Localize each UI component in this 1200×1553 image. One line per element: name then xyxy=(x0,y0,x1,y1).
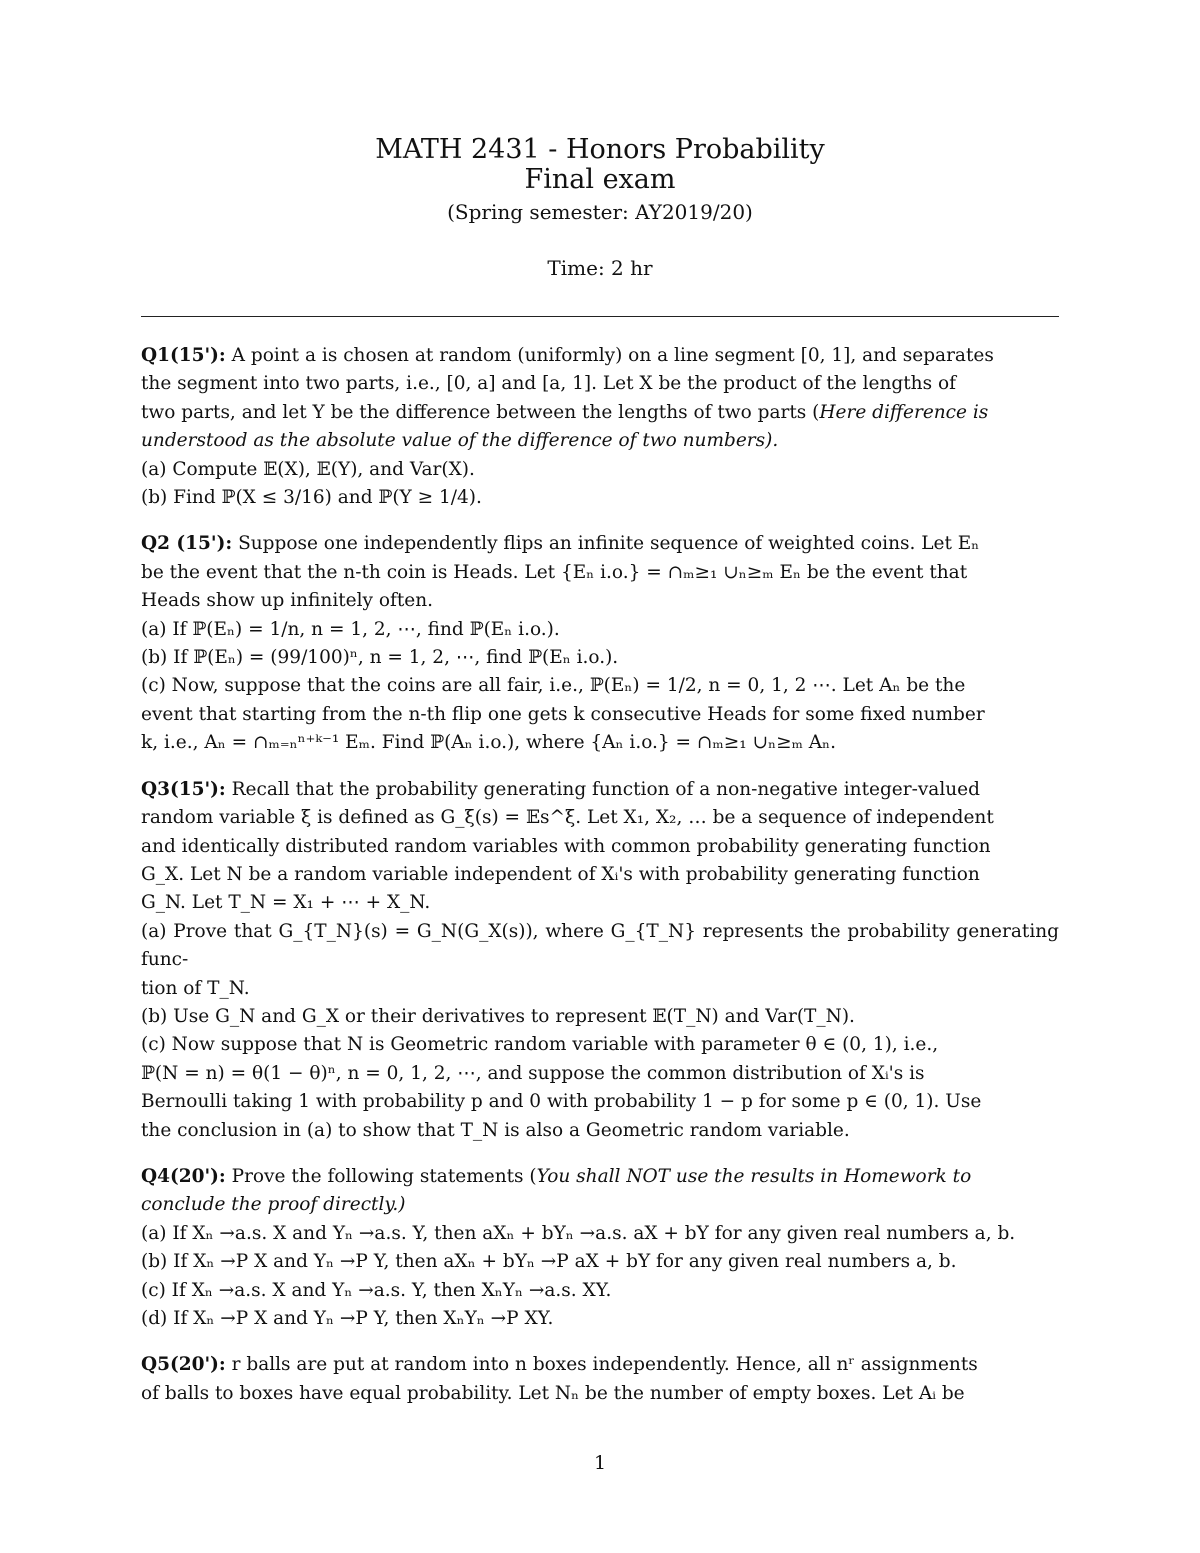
question-5 xyxy=(141,1351,1059,1408)
q2-part-b: (b) If ℙ(Eₙ) = (99/100)ⁿ, n = 1, 2, ⋯, find ℙ(Eₙ i.o.). xyxy=(141,647,619,669)
q3-line-4: G_X. Let N be a random variable independent of Xᵢ's with probability generating function xyxy=(141,863,980,885)
q5-line-1: Q5(20'): r balls are put at random into n boxes independently. Hence, all nʳ assignments xyxy=(141,1354,978,1376)
q3-line-5: G_N. Let T_N = X₁ + ⋯ + X_N. xyxy=(141,892,431,914)
question-3 xyxy=(141,776,1059,1145)
q4-part-a: (a) If Xₙ →a.s. X and Yₙ →a.s. Y, then aXₙ + bYₙ →a.s. aX + bY for any given real numbers a, b. xyxy=(141,1222,1016,1244)
q4-part-c: (c) If Xₙ →a.s. X and Yₙ →a.s. Y, then XₙYₙ →a.s. XY. xyxy=(141,1279,612,1301)
header-divider xyxy=(141,316,1059,317)
semester-line: (Spring semester: AY2019/20) xyxy=(447,200,753,224)
q2-part-c: (c) Now, suppose that the coins are all fair, i.e., ℙ(Eₙ) = 1/2, n = 0, 1, 2 ⋯. Let Aₙ be the xyxy=(141,675,966,697)
q5-label: Q5(20'): xyxy=(141,1354,226,1376)
q2-line-1: Q2 (15'): Suppose one independently flips an infinite sequence of weighted coins. Let Eₙ xyxy=(141,533,980,555)
q3-line-1: Q3(15'): Recall that the probability generating function of a non-negative integer-valued xyxy=(141,778,980,800)
q4-line-1: Q4(20'): Prove the following statements (You shall NOT use the results in Homework to xyxy=(141,1165,972,1187)
question-1 xyxy=(141,342,1059,512)
q2-line-3: Heads show up infinitely often. xyxy=(141,590,434,612)
q3-part-c: (c) Now suppose that N is Geometric random variable with parameter θ ∈ (0, 1), i.e., xyxy=(141,1034,939,1056)
q3-line-12: the conclusion in (a) to show that T_N is also a Geometric random variable. xyxy=(141,1119,850,1141)
q3-line-2: random variable ξ is defined as G_ξ(s) = 𝔼s^ξ. Let X₁, X₂, … be a sequence of independent xyxy=(141,807,994,829)
page-number: 1 xyxy=(593,1452,607,1474)
exam-subtitle: Final exam xyxy=(524,164,676,195)
q3-line-10: ℙ(N = n) = θ(1 − θ)ⁿ, n = 0, 1, 2, ⋯, and suppose the common distribution of Xᵢ's is xyxy=(141,1062,925,1084)
q4-label: Q4(20'): xyxy=(141,1165,226,1187)
q3-part-a: (a) Prove that G_{T_N}(s) = G_N(G_X(s)), where G_{T_N} represents the probability generating func- xyxy=(141,920,1059,971)
q1-label: Q1(15'): xyxy=(141,345,226,366)
q5-line-2: of balls to boxes have equal probability. Let Nₙ be the number of empty boxes. Let Aᵢ be xyxy=(141,1382,965,1404)
exam-title: MATH 2431 - Honors Probability xyxy=(375,134,825,165)
q3-line-7: tion of T_N. xyxy=(141,977,250,999)
q1-line-3: two parts, and let Y be the difference between the lengths of two parts (Here difference is xyxy=(141,401,989,423)
q4-line-2: conclude the proof directly.) xyxy=(141,1194,406,1216)
exam-body xyxy=(141,342,1059,1426)
q3-part-b: (b) Use G_N and G_X or their derivatives to represent 𝔼(T_N) and Var(T_N). xyxy=(141,1005,855,1027)
q1-part-b: (b) Find ℙ(X ≤ 3/16) and ℙ(Y ≥ 1/4). xyxy=(141,487,482,509)
q4-part-b: (b) If Xₙ →P X and Yₙ →P Y, then aXₙ + bYₙ →P aX + bY for any given real numbers a, b. xyxy=(141,1251,957,1273)
time-limit: Time: 2 hr xyxy=(547,256,653,280)
question-2 xyxy=(141,530,1059,757)
q2-label: Q2 (15'): xyxy=(141,533,233,555)
q1-line-2: the segment into two parts, i.e., [0, a] and [a, 1]. Let X be the product of the lengths of xyxy=(141,373,956,395)
q3-label: Q3(15'): xyxy=(141,778,226,800)
q3-line-3: and identically distributed random variables with common probability generating function xyxy=(141,835,991,857)
question-4 xyxy=(141,1163,1059,1333)
q2-part-a: (a) If ℙ(Eₙ) = 1/n, n = 1, 2, ⋯, find ℙ(Eₙ i.o.). xyxy=(141,618,560,640)
q1-line-1: Q1(15'): A point a is chosen at random (uniformly) on a line segment [0, 1], and separates xyxy=(141,345,994,366)
q2-line-7: event that starting from the n-th flip one gets k consecutive Heads for some fixed number xyxy=(141,703,985,725)
q2-line-8: k, i.e., Aₙ = ∩ₘ₌ₙⁿ⁺ᵏ⁻¹ Eₘ. Find ℙ(Aₙ i.o.), where {Aₙ i.o.} = ∩ₘ≥₁ ∪ₙ≥ₘ Aₙ. xyxy=(141,732,837,754)
q1-part-a: (a) Compute 𝔼(X), 𝔼(Y), and Var(X). xyxy=(141,458,475,480)
q4-part-d: (d) If Xₙ →P X and Yₙ →P Y, then XₙYₙ →P XY. xyxy=(141,1308,554,1329)
q1-line-4: understood as the absolute value of the difference of two numbers). xyxy=(141,430,779,452)
q2-line-2: be the event that the n-th coin is Heads. Let {Eₙ i.o.} = ∩ₘ≥₁ ∪ₙ≥ₘ Eₙ be the event that xyxy=(141,561,968,583)
q3-line-11: Bernoulli taking 1 with probability p and 0 with probability 1 − p for some p ∈ (0, 1). Use xyxy=(141,1091,982,1113)
